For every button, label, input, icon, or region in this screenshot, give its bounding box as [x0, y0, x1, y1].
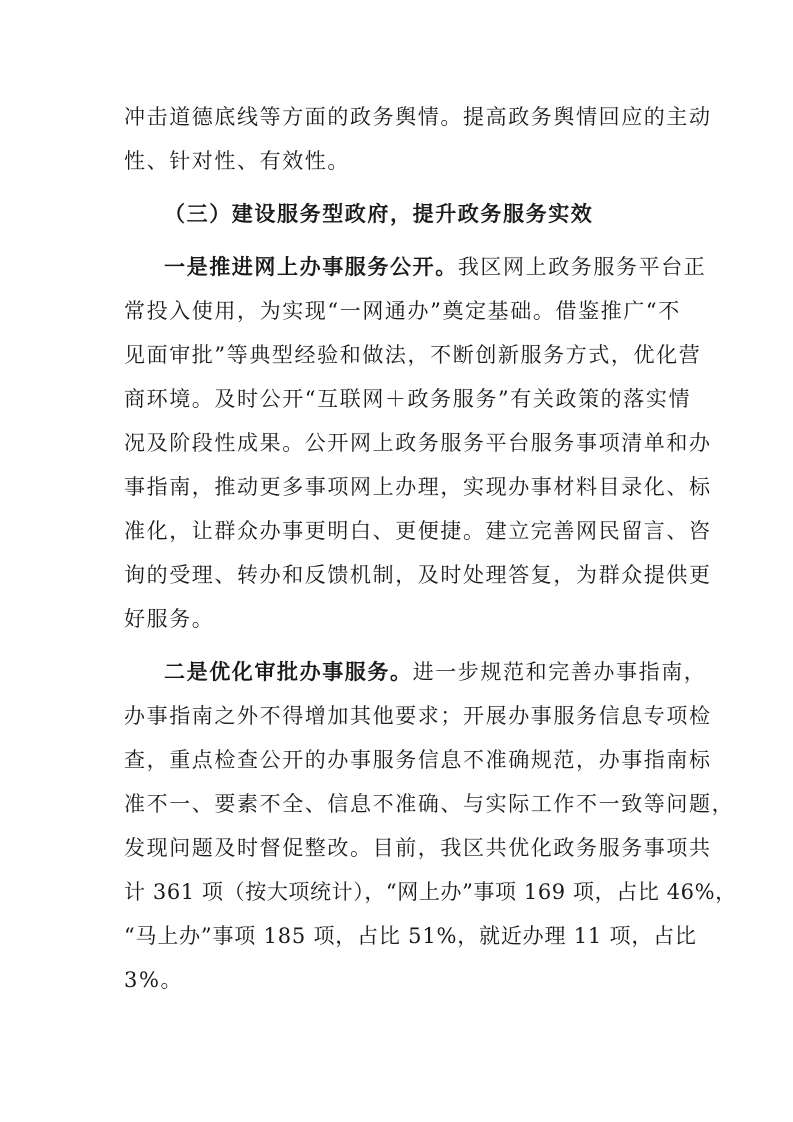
- paragraph-line: 事指南，推动更多事项网上办理，实现办事材料目录化、标: [124, 475, 712, 499]
- paragraph-line: 商环境。及时公开“互联网＋政务服务”有关政策的落实情: [124, 387, 692, 411]
- paragraph-line: 冲击道德底线等方面的政务舆情。提高政务舆情回应的主动: [124, 105, 712, 129]
- paragraph-text: 进一步规范和完善办事指南，: [412, 660, 707, 684]
- paragraph-line: 常投入使用，为实现“一网通办”奠定基础。借鉴推广“不: [124, 299, 681, 323]
- paragraph-line: 况及阶段性成果。公开网上政务服务平台服务事项清单和办: [124, 431, 712, 455]
- paragraph-line: 办事指南之外不得增加其他要求；开展办事服务信息专项检: [124, 704, 712, 728]
- paragraph-line: 好服务。: [124, 607, 215, 631]
- paragraph-lead: 一是推进网上办事服务公开。: [164, 254, 458, 279]
- paragraph-line: 准化，让群众办事更明白、更便捷。建立完善网民留言、咨: [124, 519, 712, 543]
- paragraph-text: 我区网上政务服务平台正: [457, 255, 707, 279]
- paragraph-line: 见面审批”等典型经验和做法，不断创新服务方式，优化营: [124, 343, 702, 367]
- paragraph-line: 发现问题及时督促整改。目前，我区共优化政务服务事项共: [124, 836, 712, 860]
- paragraph-line: [164, 253, 724, 281]
- paragraph-lead: 二是优化审批办事服务。: [164, 659, 413, 684]
- section-heading: （三）建设服务型政府，提升政务服务实效: [164, 201, 594, 226]
- paragraph-line: 性、针对性、有效性。: [124, 149, 350, 173]
- paragraph-line: 查，重点检查公开的办事服务信息不准确规范，办事指南标: [124, 748, 712, 772]
- paragraph-line: [164, 658, 724, 686]
- paragraph-line: 计 361 项（按大项统计），“网上办”事项 169 项，占比 46%，: [124, 880, 737, 904]
- paragraph-line: 准不一、要素不全、信息不准确、与实际工作不一致等问题，: [124, 792, 735, 816]
- paragraph-line: 3%。: [124, 968, 184, 992]
- paragraph-line: 询的受理、转办和反馈机制，及时处理答复，为群众提供更: [124, 563, 712, 587]
- paragraph-line: “马上办”事项 185 项，占比 51%，就近办理 11 项，占比: [124, 924, 697, 948]
